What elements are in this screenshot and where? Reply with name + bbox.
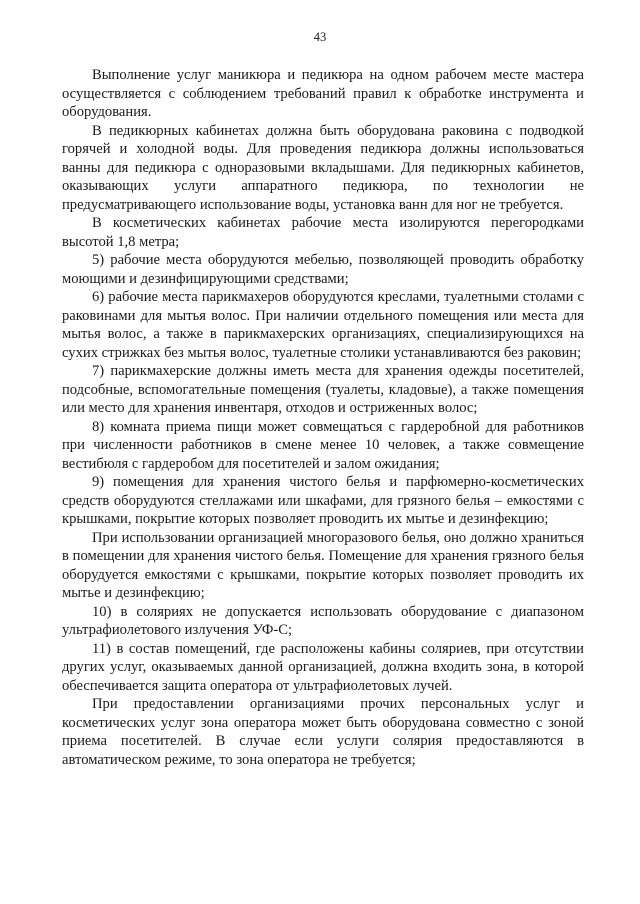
list-item-6: 6) рабочие места парикмахеров оборудуются креслами, туалетными столами с раковинами для мытья волос. При наличии отдельного помещения или места для мытья волос, а также в парикмахерских организациях, специализирующихся на сухих стрижках без мытья волос, туалетные столики устанавливаются без раковин; [62, 289, 584, 361]
list-item-11: 11) в состав помещений, где расположены кабины соляриев, при отсутствии других услуг, оказываемых данной организацией, должна входить зона, в которой обеспечивается защита оператора от ультрафиолетовых лучей. [62, 640, 584, 694]
paragraph-reusable-linen: При использовании организацией многоразового белья, оно должно храниться в помещении для хранения чистого белья. Помещение для хранения грязного белья оборудуется емкостями с крышками, покрытие которых позволяет проводить их мытье и дезинфекцию; [62, 529, 584, 601]
list-item-8: 8) комната приема пищи может совмещаться с гардеробной для работников при численности работников в смене менее 10 человек, а также совмещение вестибюля с гардеробом для посетителей и залом ожидания; [62, 418, 584, 472]
page-number: 43 [313, 30, 327, 44]
paragraph-cosmetic-rooms: В косметических кабинетах рабочие места изолируются перегородками высотой 1,8 метра; [62, 215, 584, 250]
document-body [62, 66, 584, 769]
paragraph-pedicure-rooms: В педикюрных кабинетах должна быть оборудована раковина с подводкой горячей и холодной воды. Для проведения педикюра должны использоваться ванны для педикюра с одноразовыми вкладышами. Для педикюрных кабинетов, оказывающих услуги аппаратного педикюра, по технологии не предусматривающего использование воды, установка ванн для ног не требуется. [62, 122, 584, 213]
paragraph-operator-zone: При предоставлении организациями прочих персональных услуг и косметических услуг зона оператора может быть оборудована совместно с зоной приема посетителей. В случае если услуги солярия предоставляются в автоматическом режиме, то зона оператора не требуется; [62, 696, 584, 768]
paragraph-manicure-pedicure: Выполнение услуг маникюра и педикюра на одном рабочем месте мастера осуществляется с соблюдением требований правил к обработке инструмента и оборудования. [62, 67, 584, 120]
list-item-7: 7) парикмахерские должны иметь места для хранения одежды посетителей, подсобные, вспомогательные помещения (туалеты, кладовые), а также помещения или место для хранения инвентаря, отходов и остриженных волос; [62, 363, 584, 416]
list-item-5: 5) рабочие места оборудуются мебелью, позволяющей проводить обработку моющими и дезинфицирующими средствами; [62, 252, 584, 287]
list-item-9: 9) помещения для хранения чистого белья и парфюмерно-косметических средств оборудуются стеллажами или шкафами, для грязного белья – емкостями с крышками, покрытие которых позволяет проводить их мытье и дезинфекцию; [62, 474, 584, 527]
list-item-10: 10) в соляриях не допускается использовать оборудование с диапазоном ультрафиолетового излучения УФ-С; [62, 603, 584, 638]
